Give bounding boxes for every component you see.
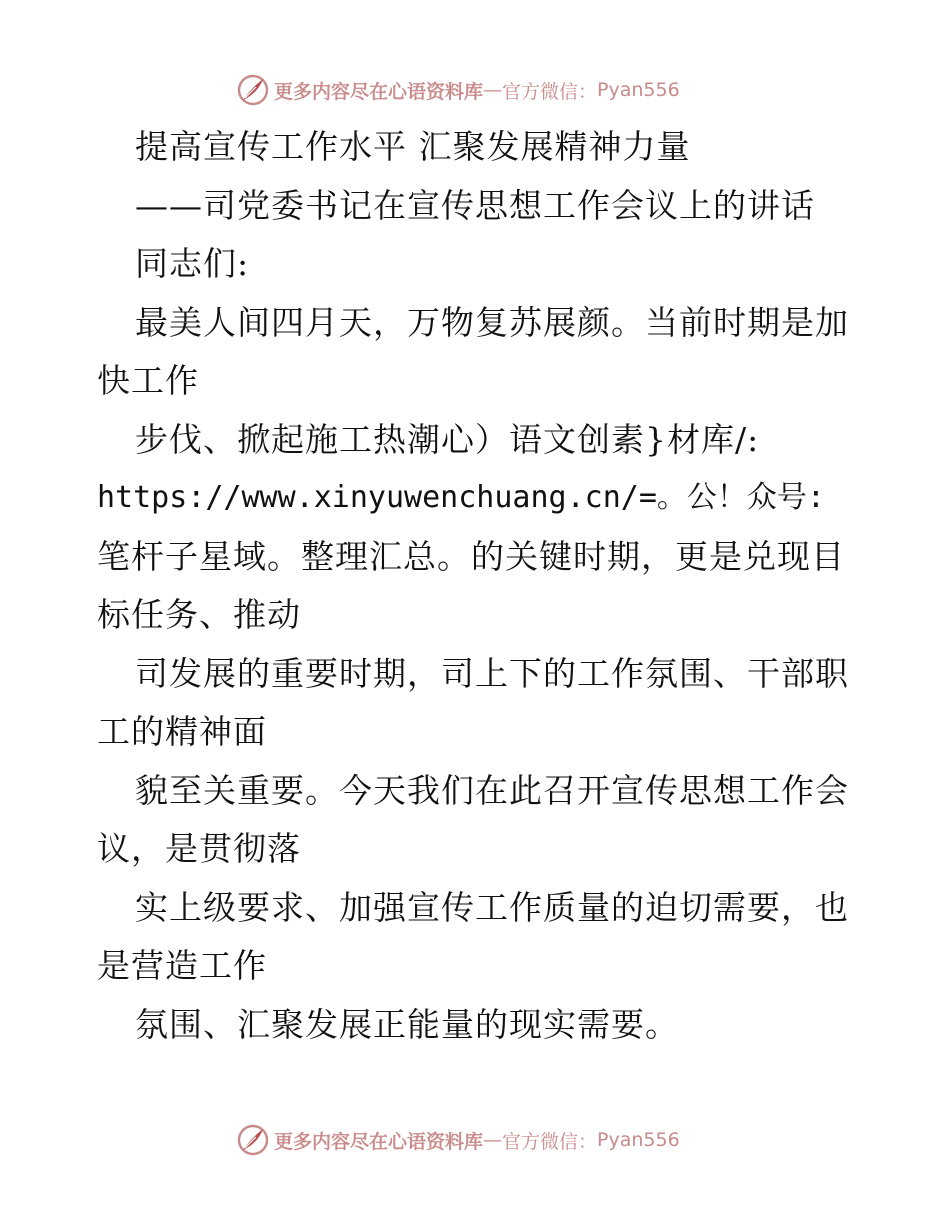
document-subtitle: ——司党委书记在宣传思想工作会议上的讲话: [135, 185, 815, 225]
url-line: https://www.xinyuwenchuang.cn/=。公！众号:: [97, 480, 825, 515]
paragraph-line: 标任务、推动: [97, 595, 301, 634]
watermark-main-text: 更多内容尽在心语资料库: [274, 80, 484, 103]
header-watermark: [0, 70, 950, 110]
paragraph-line: 最美人间四月天，万物复苏展颜。当前时期是加: [135, 302, 849, 342]
paragraph-line: 议，是贯彻落: [97, 829, 301, 868]
paragraph-line: 是营造工作: [97, 946, 267, 985]
document-body: [97, 118, 857, 1054]
paragraph-line: 貌至关重要。今天我们在此召开宣传思想工作会: [135, 770, 849, 810]
watermark-dash: —: [483, 79, 503, 101]
watermark-wechat-id: Pyan556: [597, 1129, 680, 1151]
watermark-wechat-id: Pyan556: [597, 79, 680, 101]
watermark-dash: —: [483, 1129, 503, 1151]
document-title: 提高宣传工作水平 汇聚发展精神力量: [135, 127, 691, 166]
paragraph-line: 实上级要求、加强宣传工作质量的迫切需要，也: [135, 887, 849, 927]
quill-pen-icon: [236, 73, 270, 107]
paragraph-line: 氛围、汇聚发展正能量的现实需要。: [135, 1004, 679, 1044]
paragraph-line: 司发展的重要时期，司上下的工作氛围、干部职: [135, 653, 849, 693]
watermark-wechat-label: 官方微信：: [502, 1130, 598, 1153]
footer-watermark: [0, 1120, 950, 1160]
paragraph-line: 步伐、掀起施工热潮心）语文创素}材库/:: [135, 419, 760, 459]
paragraph-line: 笔杆子星域。整理汇总。的关键时期，更是兑现目: [97, 536, 845, 576]
paragraph-line: 工的精神面: [97, 712, 267, 751]
watermark-content: [236, 70, 680, 110]
quill-pen-icon: [236, 1123, 270, 1157]
salutation: 同志们:: [135, 244, 250, 283]
watermark-content: [236, 1120, 680, 1160]
watermark-wechat-label: 官方微信：: [502, 80, 598, 103]
paragraph-line: 快工作: [97, 361, 199, 400]
watermark-main-text: 更多内容尽在心语资料库: [274, 1130, 484, 1153]
